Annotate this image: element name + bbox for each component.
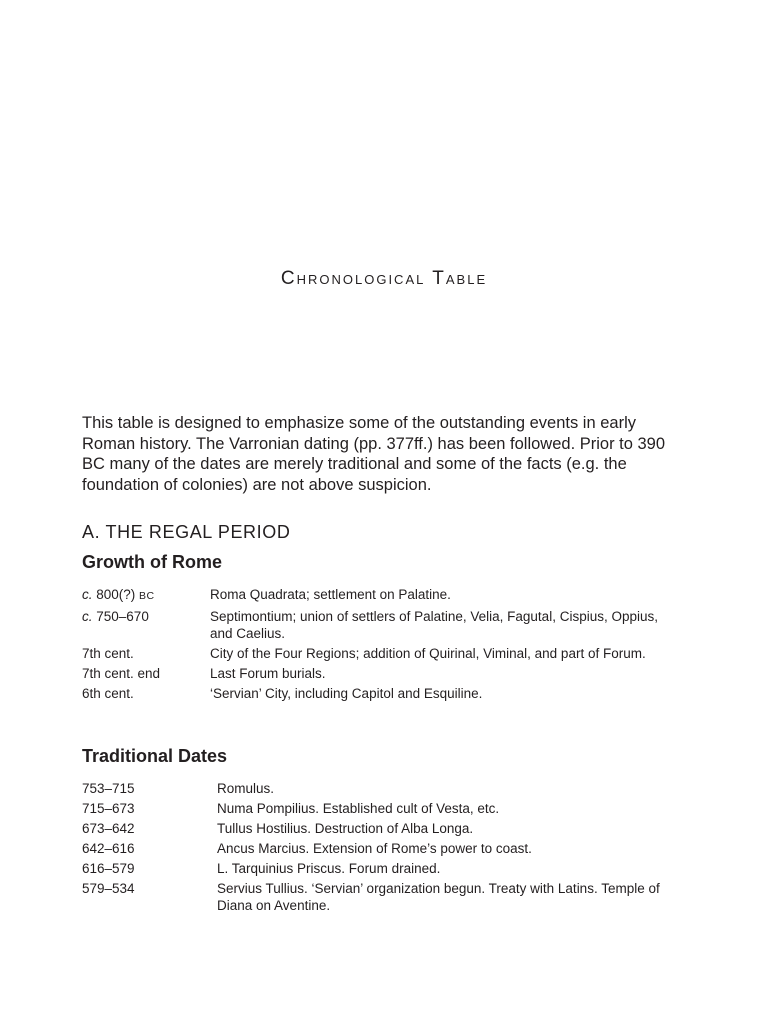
table-row <box>82 608 682 642</box>
date-cell: 6th cent. <box>82 686 134 701</box>
table-row <box>82 880 682 914</box>
event-cell: Romulus. <box>217 781 275 796</box>
subheading-growth-of-rome: Growth of Rome <box>82 552 222 572</box>
event-cell: ‘Servian’ City, including Capitol and Esquiline. <box>210 686 483 701</box>
table-row <box>82 800 682 817</box>
event-cell: Tullus Hostilius. Destruction of Alba Longa. <box>217 821 474 836</box>
date-cell: 673–642 <box>82 821 135 836</box>
section-heading-regal-period: A. THE REGAL PERIOD <box>82 522 291 542</box>
date-cell: 753–715 <box>82 781 135 796</box>
table-row <box>82 685 682 702</box>
date-cell: c. 800(?) BC <box>82 587 155 602</box>
event-cell: Ancus Marcius. Extension of Rome’s power to coast. <box>217 841 532 856</box>
table-row <box>82 860 682 877</box>
table-row <box>82 645 682 662</box>
table-row <box>82 840 682 857</box>
table-row <box>82 780 682 797</box>
date-cell: 642–616 <box>82 841 135 856</box>
event-cell: Servius Tullius. ‘Servian’ organization begun. Treaty with Latins. Temple of Diana on Aventine. <box>217 881 660 913</box>
event-cell: Septimontium; union of settlers of Palatine, Velia, Fagutal, Cispius, Oppius, and Caelius. <box>210 609 658 641</box>
event-cell: City of the Four Regions; addition of Quirinal, Viminal, and part of Forum. <box>210 646 646 661</box>
date-cell: 715–673 <box>82 801 135 816</box>
date-cell: 7th cent. <box>82 646 134 661</box>
date-cell: 579–534 <box>82 881 135 896</box>
date-cell: 616–579 <box>82 861 135 876</box>
date-cell: 7th cent. end <box>82 666 161 681</box>
intro-paragraph: This table is designed to emphasize some of the outstanding events in early Roman history. The Varronian dating (pp. 377ff.) has been followed. Prior to 390 BC many of the dates are merely traditional and some of the facts (e.g. the foundation of colonies) are not above suspicion. <box>82 414 666 494</box>
table-row <box>82 665 682 682</box>
page-title: Chronological Table <box>280 267 488 289</box>
subheading-traditional-dates: Traditional Dates <box>82 746 228 766</box>
event-cell: Roma Quadrata; settlement on Palatine. <box>210 587 451 602</box>
table-row <box>82 586 682 605</box>
growth-of-rome-table <box>82 586 682 702</box>
traditional-dates-table <box>82 780 682 914</box>
event-cell: Numa Pompilius. Established cult of Vesta, etc. <box>217 801 500 816</box>
event-cell: L. Tarquinius Priscus. Forum drained. <box>217 861 441 876</box>
table-row <box>82 820 682 837</box>
date-cell: c. 750–670 <box>82 609 149 624</box>
event-cell: Last Forum burials. <box>210 666 326 681</box>
